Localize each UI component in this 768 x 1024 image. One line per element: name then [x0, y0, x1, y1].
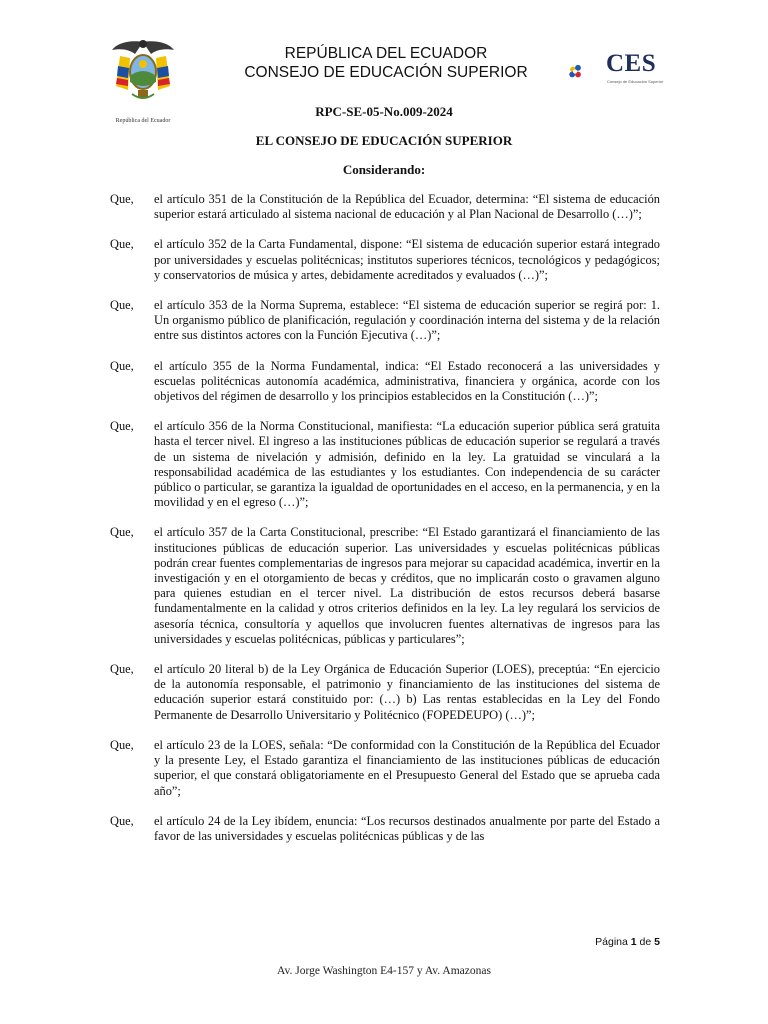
ces-logo-subtext: Consejo de Educación Superior	[607, 79, 664, 84]
page-current: 1	[630, 936, 637, 948]
consideration-paragraph	[110, 419, 660, 510]
coat-caption: República del Ecuador	[115, 118, 171, 124]
consideration-paragraph	[110, 298, 660, 344]
paragraph-lead: Que,	[110, 662, 134, 677]
page-number	[595, 936, 660, 948]
letterhead-line-1: REPÚBLICA DEL ECUADOR	[284, 45, 488, 62]
page-label: Página	[595, 936, 628, 948]
considerations-list	[110, 192, 660, 844]
paragraph-text: el artículo 355 de la Norma Fundamental, indica: “El Estado reconocerá a las universidades y escuelas politécnicas autonomía académica, administrativa, financiera y orgánica, acorde con los objetivos del régimen de desarrollo y los principios establecidos en la Constitución (…)”;	[154, 358, 660, 404]
ces-logo-text: CES	[606, 50, 657, 77]
paragraph-lead: Que,	[110, 237, 134, 252]
consideration-paragraph	[110, 192, 660, 222]
paragraph-lead: Que,	[110, 298, 134, 313]
consideration-paragraph	[110, 359, 660, 405]
paragraph-lead: Que,	[110, 358, 134, 373]
paragraph-text: el artículo 23 de la LOES, señala: “De conformidad con la Constitución de la República del Ecuador y la presente Ley, el Estado garantiza el financiamiento de las instituciones públicas de educación superior, el que constará obligatoriamente en el Presupuesto General del Estado que se aprueba cada año”;	[154, 737, 660, 798]
paragraph-lead: Que,	[110, 813, 134, 828]
consideration-paragraph	[110, 237, 660, 283]
paragraph-text: el artículo 357 de la Carta Constitucional, prescribe: “El Estado garantizará el financiamiento de las instituciones públicas de educación superior. Las universidades y escuelas politécnicas públicas podrán crear fuentes complementarias de ingresos para mejorar su capacidad académica, invertir en la investigación y en el otorgamiento de becas y créditos, que no implicarán costo o gravamen alguno para quienes estudian en el tercer nivel. La distribución de estos recursos deberá basarse fundamentalmente en la calidad y otros criterios definidos en la ley. La ley regulará los servicios de asesoría técnica, consultoría y aquellos que involucren fuentes alternativas de ingresos para las universidades y escuelas politécnicas, públicas y particulares”;	[154, 525, 660, 646]
ecuador-coat-of-arms-icon	[108, 36, 178, 104]
considering-heading: Considerando:	[342, 162, 426, 177]
page-total: 5	[654, 936, 660, 948]
paragraph-text: el artículo 352 de la Carta Fundamental, dispone: “El sistema de educación superior estará integrado por universidades y escuelas politécnicas; institutos superiores técnicos, tecnológicos y pedagógicos; y conservatorios de música y artes, debidamente acreditados y evaluados (…)”;	[154, 237, 660, 282]
paragraph-text: el artículo 20 literal b) de la Ley Orgánica de Educación Superior (LOES), preceptúa: “En ejercicio de la autonomía responsable, el patrimonio y financiamiento de las instituciones del sistema de educación superior estará constituido por: (…) b) Las rentas establecidas en la Ley del Fondo Permanente de Desarrollo Universitario y Politécnico (FOPEDEUPO) (…)”;	[154, 662, 660, 722]
footer-address: Av. Jorge Washington E4-157 y Av. Amazonas	[277, 965, 491, 977]
paragraph-lead: Que,	[110, 525, 134, 540]
consideration-paragraph	[110, 814, 660, 844]
consideration-paragraph	[110, 662, 660, 723]
letterhead-line-2: CONSEJO DE EDUCACIÓN SUPERIOR	[244, 64, 528, 81]
ces-logo-icon	[568, 52, 608, 92]
council-title: EL CONSEJO DE EDUCACIÓN SUPERIOR	[255, 133, 513, 148]
paragraph-lead: Que,	[110, 192, 134, 206]
paragraph-text: el artículo 351 de la Constitución de la República del Ecuador, determina: “El sistema de educación superior estará articulado al sistema nacional de educación y al Plan Nacional de Desarrollo (…)”;	[154, 192, 660, 222]
paragraph-text: el artículo 24 de la Ley ibídem, enuncia: “Los recursos destinados anualmente por parte del Estado a favor de las universidades y escuelas politécnicas públicas y de las	[154, 813, 660, 843]
page-of: de	[639, 936, 652, 948]
consideration-paragraph	[110, 738, 660, 799]
paragraph-lead: Que,	[110, 737, 134, 752]
letterhead-titles	[200, 44, 572, 82]
paragraph-text: el artículo 353 de la Norma Suprema, establece: “El sistema de educación superior se regirá por: 1. Un organismo público de planificación, regulación y coordinación interna del sistema y de la relación entre sus distintos actores con la Función Ejecutiva (…)”;	[154, 298, 660, 343]
consideration-paragraph	[110, 525, 660, 647]
paragraph-text: el artículo 356 de la Norma Constitucional, manifiesta: “La educación superior pública será gratuita hasta el tercer nivel. El ingreso a las instituciones públicas de educación superior se regulará a través de un sistema de nivelación y admisión, definido en la ley. La gratuidad se vinculará a la responsabilidad académica de las estudiantes y los estudiantes. Con independencia de su carácter público o particular, se garantiza la igualdad de oportunidades en el acceso, en la permanencia, y en la movilidad y en el egreso (…)”;	[154, 419, 660, 510]
paragraph-lead: Que,	[110, 419, 134, 434]
resolution-code: RPC-SE-05-No.009-2024	[315, 104, 453, 119]
